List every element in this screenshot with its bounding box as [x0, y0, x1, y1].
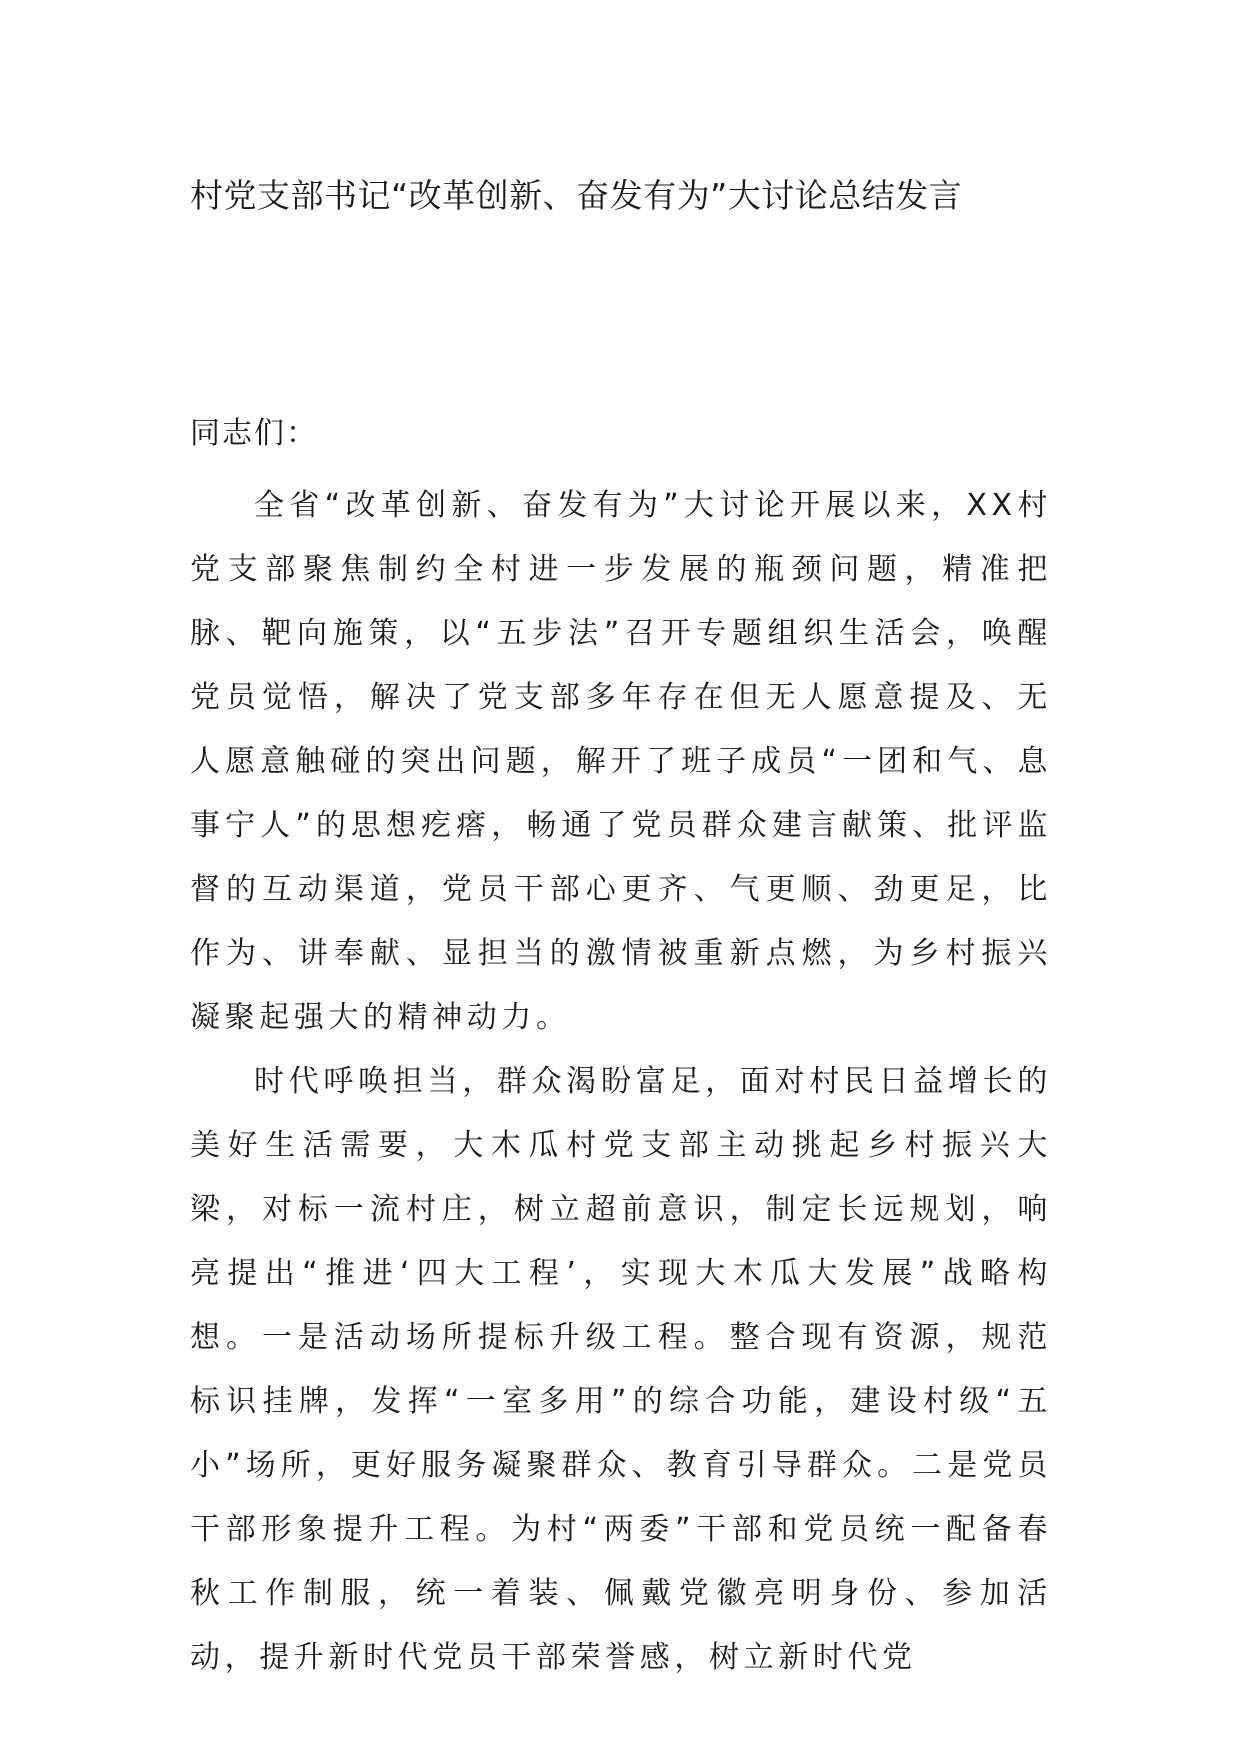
salutation: 同志们：	[190, 416, 318, 451]
document-body	[190, 474, 1052, 1690]
paragraph-2: 时代呼唤担当，群众渴盼富足，面对村民日益增长的美好生活需要，大木瓜村党支部主动挑起乡村振兴大梁，对标一流村庄，树立超前意识，制定长远规划，响亮提出“推进‘四大工程’，实现大木瓜大发展”战略构想。一是活动场所提标升级工程。整合现有资源，规范标识挂牌，发挥“一室多用”的综合功能，建设村级“五小”场所，更好服务凝聚群众、教育引导群众。二是党员干部形象提升工程。为村“两委”干部和党员统一配备春秋工作制服，统一着装、佩戴党徽亮明身份、参加活动，提升新时代党员干部荣誉感，树立新时代党	[190, 1064, 1052, 1675]
document-title: 村党支部书记“改革创新、奋发有为”大讨论总结发言	[190, 176, 963, 215]
paragraph-1: 全省“改革创新、奋发有为”大讨论开展以来，XX村党支部聚焦制约全村进一步发展的瓶颈问题，精准把脉、靶向施策，以“五步法”召开专题组织生活会，唤醒党员觉悟，解决了党支部多年存在但无人愿意提及、无人愿意触碰的突出问题，解开了班子成员“一团和气、息事宁人”的思想疙瘩，畅通了党员群众建言献策、批评监督的互动渠道，党员干部心更齐、气更顺、劲更足，比作为、讲奉献、显担当的激情被重新点燃，为乡村振兴凝聚起强大的精神动力。	[190, 488, 1052, 1035]
